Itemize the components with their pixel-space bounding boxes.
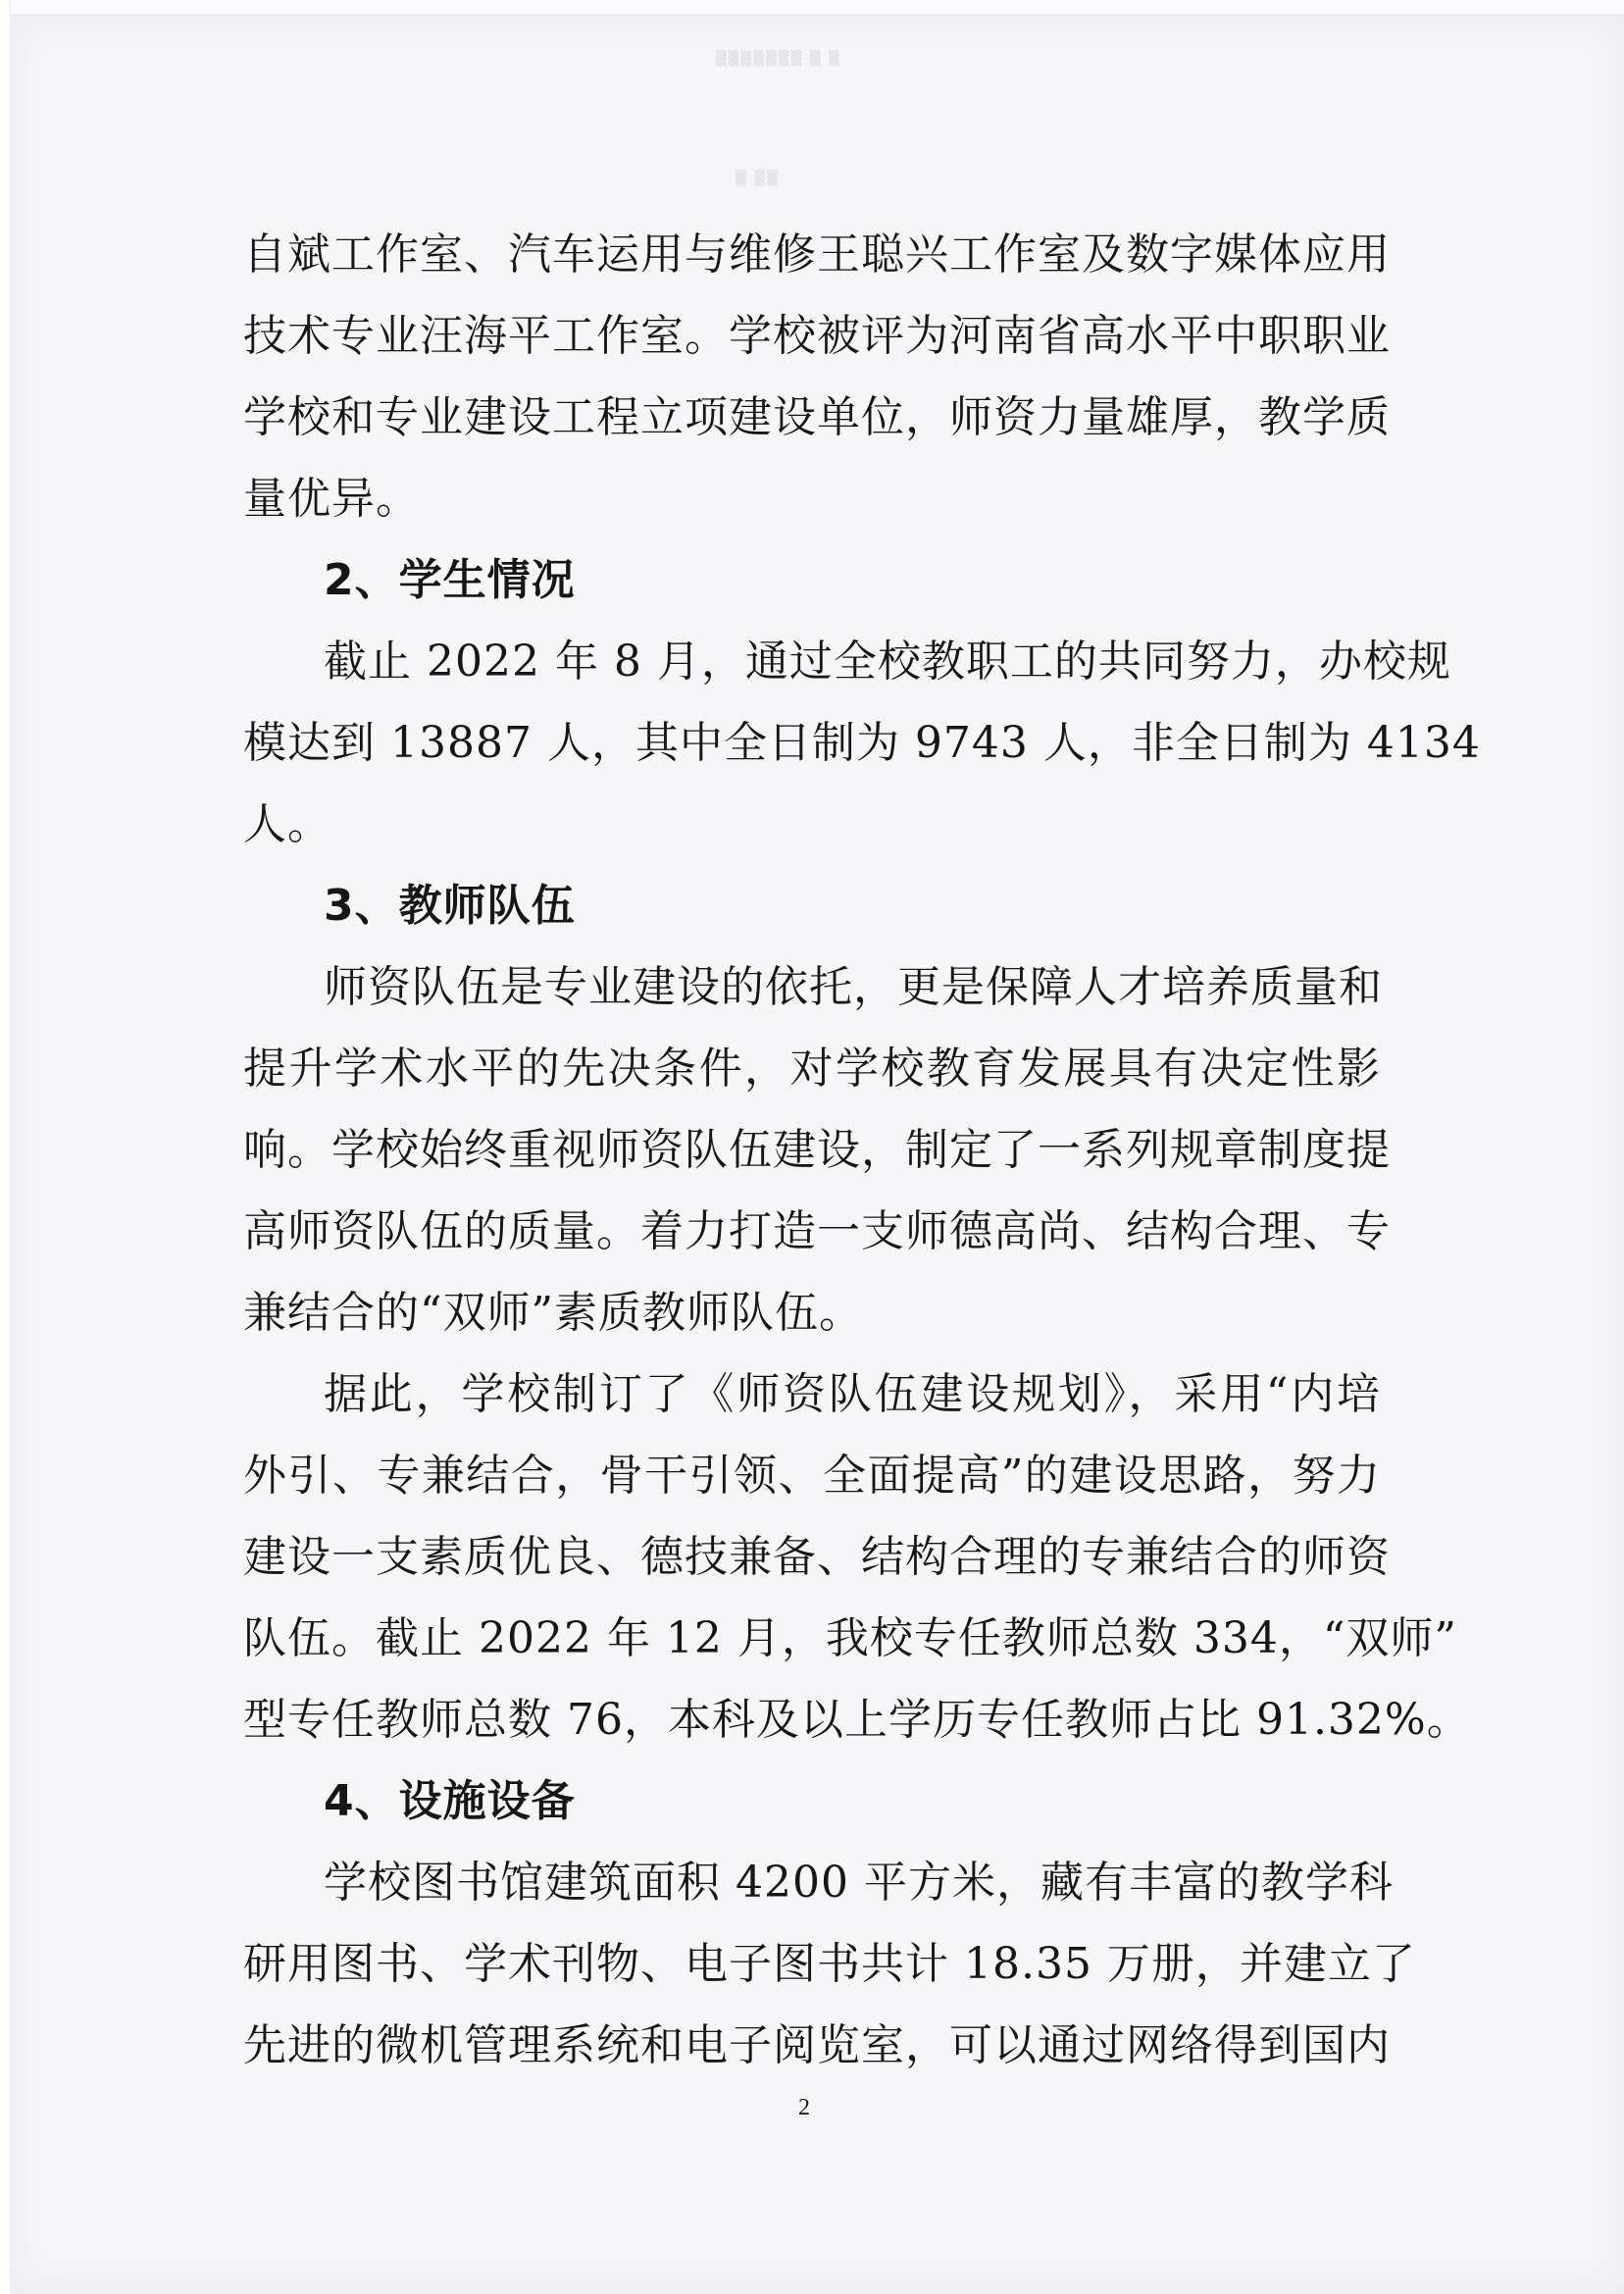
section-students [243, 539, 1481, 865]
section-facilities [243, 1760, 1416, 2086]
text-line: 量优异。 [243, 474, 420, 524]
text-line: 先进的微机管理系统和电子阅览室，可以通过网络得到国内 [243, 2020, 1391, 2070]
text-line: 外引、专兼结合，骨干引领、全面提高”的建设思路，努力 [243, 1451, 1381, 1501]
section-heading: 2、学生情况 [324, 555, 576, 605]
document-body [243, 214, 1481, 2086]
page-number: 2 [798, 2095, 810, 2120]
text-line: 高师资队伍的质量。着力打造一支师德高尚、结构合理、专 [243, 1206, 1391, 1256]
text-line: 兼结合的“双师”素质教师队伍。 [243, 1288, 863, 1338]
section-teachers [243, 865, 1471, 1760]
text-line: 自斌工作室、汽车运用与维修王聪兴工作室及数字媒体应用 [243, 229, 1391, 280]
text-line: 截止 2022 年 8 月，通过全校教职工的共同努力，办校规 [324, 637, 1451, 687]
text-line: 人。 [243, 799, 331, 849]
intro-paragraph [243, 214, 1391, 539]
text-line: 建设一支素质优良、德技兼备、结构合理的专兼结合的师资 [243, 1532, 1391, 1582]
paragraph [243, 621, 1481, 865]
paragraph [243, 946, 1391, 1353]
paragraph [243, 1842, 1416, 2086]
paragraph [243, 1353, 1471, 1760]
text-line: 模达到 13887 人，其中全日制为 9743 人，非全日制为 4134 [243, 718, 1481, 768]
bleed-through-mark: ▒ ▒▒ [736, 171, 780, 186]
text-line: 提升学术水平的先决条件，对学校教育发展具有决定性影 [243, 1044, 1381, 1094]
text-line: 队伍。截止 2022 年 12 月，我校专任教师总数 334，“双师” [243, 1613, 1457, 1663]
text-line: 学校和专业建设工程立项建设单位，师资力量雄厚，教学质 [243, 392, 1391, 442]
text-line: 师资队伍是专业建设的依托，更是保障人才培养质量和 [324, 962, 1383, 1012]
text-line: 响。学校始终重视师资队伍建设，制定了一系列规章制度提 [243, 1125, 1391, 1175]
text-line: 学校图书馆建筑面积 4200 平方米，藏有丰富的教学科 [324, 1858, 1394, 1908]
text-line: 型专任教师总数 76，本科及以上学历专任教师占比 91.32%。 [243, 1695, 1471, 1745]
section-heading: 3、教师队伍 [324, 881, 576, 931]
text-line: 技术专业汪海平工作室。学校被评为河南省高水平中职职业 [243, 311, 1391, 361]
text-line: 据此，学校制订了《师资队伍建设规划》，采用“内培 [324, 1369, 1381, 1419]
text-line: 研用图书、学术刊物、电子图书共计 18.35 万册，并建立了 [243, 1939, 1416, 1989]
section-heading: 4、设施设备 [324, 1776, 576, 1826]
bleed-through-mark: ▒▒▒▒▒▒▒ ▒ ▒ [716, 51, 841, 67]
